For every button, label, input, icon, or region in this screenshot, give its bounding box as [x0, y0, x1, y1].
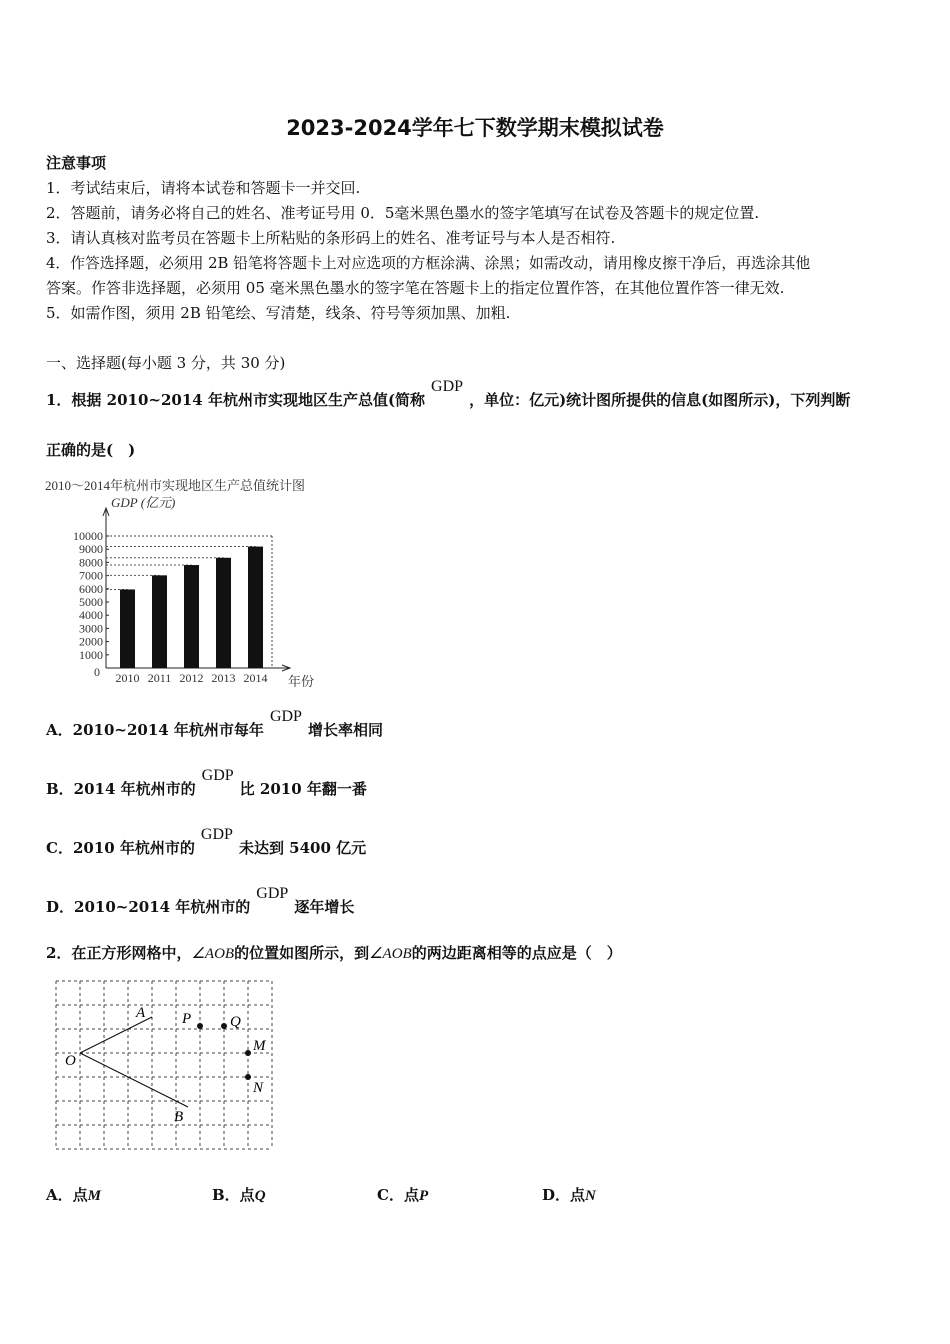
chart-bar [120, 589, 135, 668]
option-text: D．点 [542, 1186, 586, 1204]
chart-ytick-label: 1000 [79, 647, 103, 662]
q2-stem [46, 942, 622, 963]
section-heading: 一、选择题(每小题 3 分，共 30 分) [46, 354, 286, 372]
chart-origin: 0 [94, 665, 100, 679]
option-gdp: GDP [269, 708, 302, 725]
q1-stem-cont: 正确的是( ) [46, 441, 136, 459]
option-text: 增长率相同 [307, 721, 383, 739]
chart-ytick-label: 7000 [79, 568, 103, 583]
option-gdp: GDP [200, 826, 233, 843]
square-grid-figure [50, 975, 280, 1155]
chart-ytick-label: 3000 [79, 621, 103, 636]
label-q: Q [230, 1014, 241, 1030]
chart-bar [216, 558, 231, 668]
point-q [221, 1023, 227, 1029]
chart-ytick-label: 5000 [79, 595, 103, 609]
option-text: A．点 [46, 1186, 88, 1204]
q2-option-a[interactable] [46, 1184, 101, 1205]
q1-gdp: GDP [431, 378, 464, 395]
option-point: M [87, 1188, 101, 1204]
page-title: 2023-2024学年七下数学期末模拟试卷 [286, 116, 664, 140]
q2-angle: ∠AOB [191, 946, 235, 962]
chart-bar [248, 547, 263, 668]
option-gdp: GDP [201, 767, 234, 784]
label-b: B [174, 1109, 184, 1125]
chart-xlabel: 年份 [288, 674, 315, 689]
notice-item: 5．如需作图，须用 2B 铅笔绘、写清楚，线条、符号等须加黑、加粗. [46, 304, 511, 322]
notice-item: 1．考试结束后，请将本试卷和答题卡一并交回. [46, 179, 361, 197]
notice-item: 3．请认真核对监考员在答题卡上所粘贴的条形码上的姓名、准考证号与本人是否相符. [46, 229, 616, 247]
option-text: B．点 [212, 1186, 255, 1204]
point-p [197, 1023, 203, 1029]
label-m: M [253, 1038, 266, 1054]
gdp-bar-chart [40, 470, 340, 695]
notice-item: 答案。作答非选择题，必须用 05 毫米黑色墨水的签字笔在答题卡上的指定位置作答，在其他位置作答一律无效. [46, 279, 785, 297]
option-point: Q [254, 1188, 266, 1204]
chart-xtick-label: 2011 [147, 671, 172, 685]
option-text: 比 2010 年翻一番 [239, 780, 367, 798]
chart-ytick-label: 6000 [79, 581, 103, 596]
chart-xtick-label: 2013 [211, 671, 236, 685]
option-text: A．2010~2014 年杭州市每年 [46, 721, 264, 739]
chart-xtick-label: 2010 [115, 671, 140, 685]
notice-item: 2．答题前，请务必将自己的姓名、准考证号用 0．5毫米黑色墨水的签字笔填写在试卷及答题卡的规定位置. [46, 204, 760, 222]
q2-option-d[interactable] [542, 1184, 596, 1205]
chart-ytick-label: 9000 [79, 542, 103, 557]
notice-heading: 注意事项 [46, 154, 107, 172]
label-o: O [65, 1053, 76, 1069]
chart-ytick-label: 2000 [79, 634, 103, 649]
ray-ob [80, 1053, 188, 1107]
q1-option-b[interactable] [46, 767, 367, 799]
option-gdp: GDP [256, 885, 289, 902]
ray-oa [80, 1017, 152, 1053]
q1-stem-part-a: 1．根据 2010~2014 年杭州市实现地区生产总值(简称 [46, 391, 426, 409]
label-a: A [136, 1005, 146, 1021]
chart-bar [152, 575, 167, 668]
q2-stem-part: 的位置如图所示，到 [234, 944, 370, 962]
option-text: D．2010~2014 年杭州市的 [46, 898, 251, 916]
chart-xtick-label: 2012 [179, 671, 204, 685]
q1-option-c[interactable] [46, 826, 367, 858]
option-text: C．2010 年杭州市的 [46, 839, 195, 857]
q1-option-d[interactable] [46, 885, 355, 917]
chart-xtick-label: 2014 [243, 671, 268, 685]
q2-stem-part: 的两边距离相等的点应是（ ） [411, 944, 622, 962]
chart-title: 2010～2014年杭州市实现地区生产总值统计图 [45, 478, 306, 493]
label-n: N [253, 1080, 264, 1096]
q2-option-c[interactable] [377, 1184, 428, 1205]
option-point: N [585, 1188, 596, 1204]
point-n [245, 1074, 251, 1080]
q1-stem [46, 378, 851, 410]
q2-angle: ∠AOB [369, 946, 412, 962]
chart-bar [184, 565, 199, 668]
chart-ytick-label: 10000 [73, 529, 103, 543]
option-point: P [418, 1188, 429, 1204]
option-text: C．点 [377, 1186, 419, 1204]
option-text: 逐年增长 [294, 898, 355, 916]
chart-ylabel: GDP (亿元) [111, 495, 176, 510]
notice-item: 4．作答选择题，必须用 2B 铅笔将答题卡上对应选项的方框涂满、涂黑；如需改动，请用橡皮擦干净后，再选涂其他 [46, 255, 811, 272]
q2-stem-part: 2．在正方形网格中， [46, 944, 192, 962]
q2-option-b[interactable] [212, 1184, 266, 1205]
q1-option-a[interactable] [46, 708, 383, 740]
point-m [245, 1050, 251, 1056]
label-p: P [182, 1011, 192, 1027]
option-text: 未达到 5400 亿元 [238, 839, 367, 857]
q1-stem-part-b: ，单位：亿元)统计图所提供的信息(如图所示)，下列判断 [469, 391, 851, 409]
chart-ytick-label: 8000 [79, 555, 103, 570]
chart-ytick-label: 4000 [79, 608, 103, 623]
option-text: B．2014 年杭州市的 [46, 780, 196, 798]
